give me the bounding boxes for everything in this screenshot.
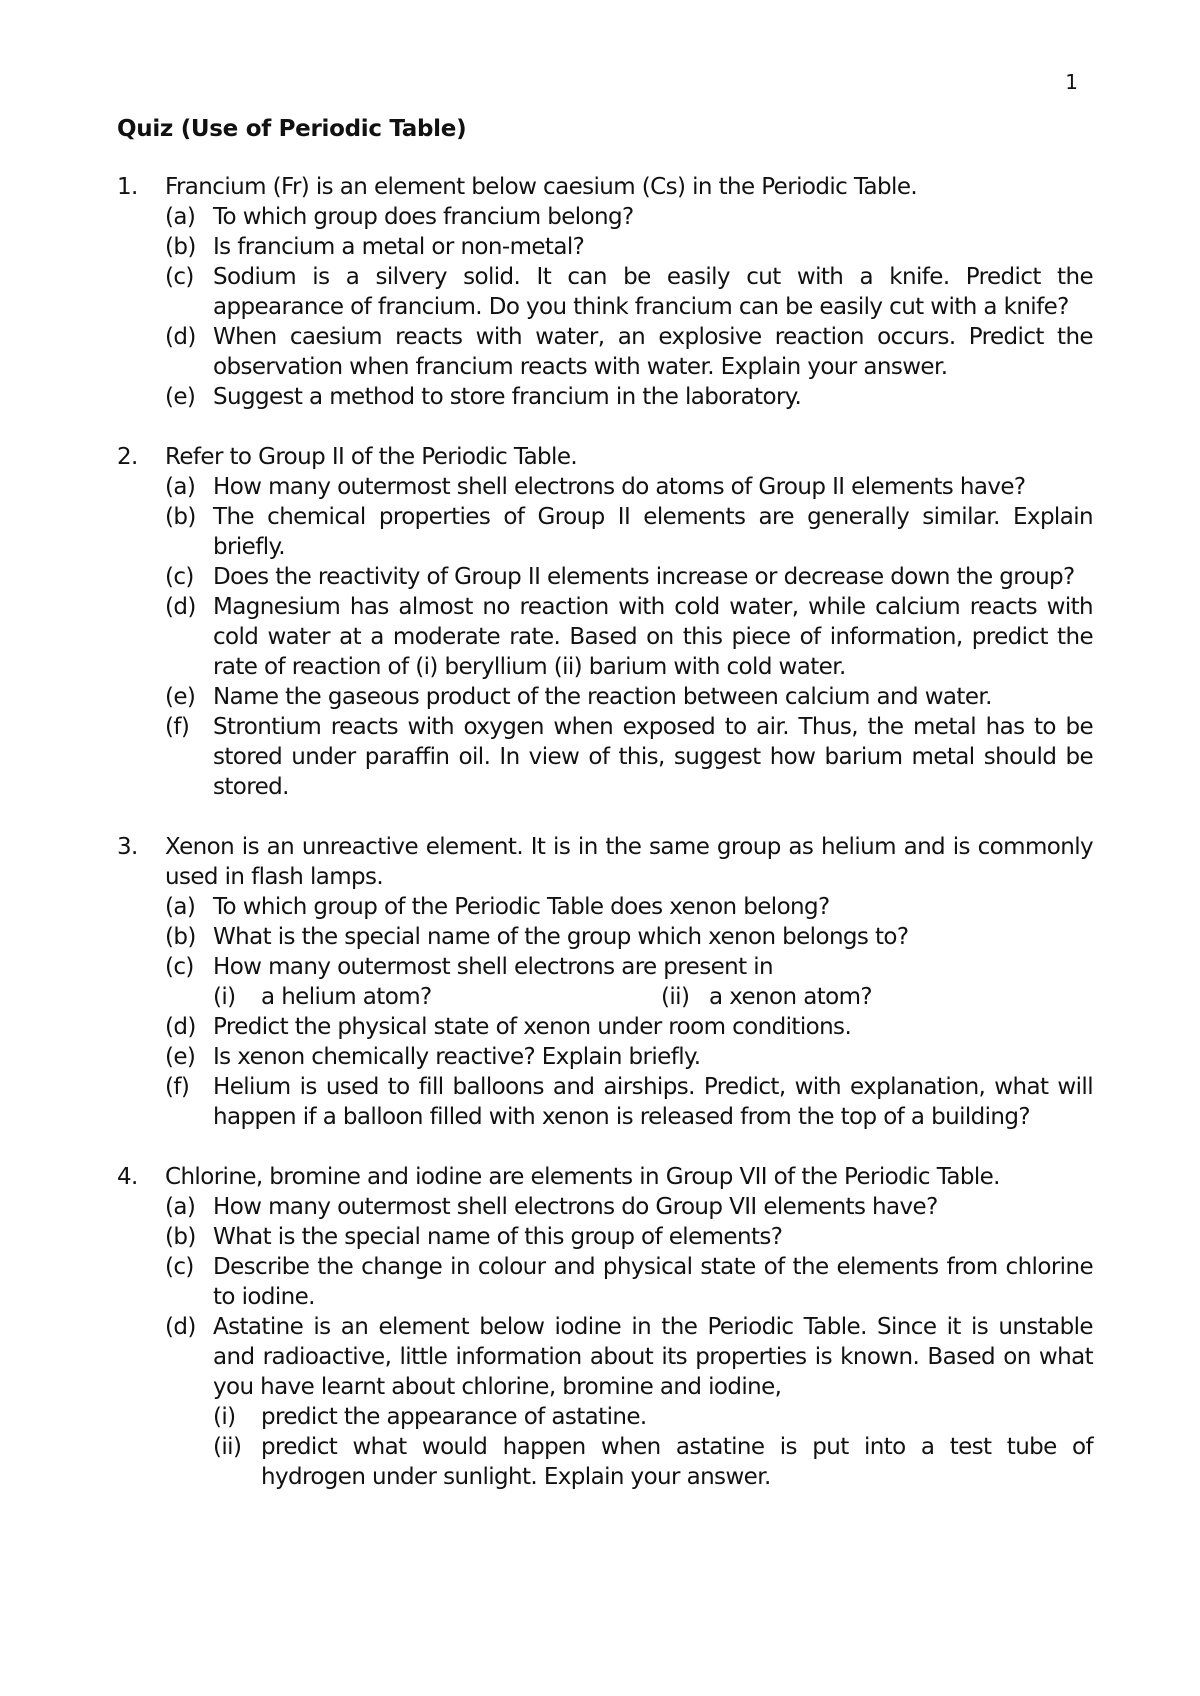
part-label: (c) (165, 954, 194, 980)
question-part (165, 592, 1093, 682)
question-part (165, 1042, 1093, 1072)
part-text: What is the special name of the group which xenon belongs to? (213, 924, 909, 950)
question-part (165, 262, 1093, 322)
question-part (165, 1072, 1093, 1132)
part-label: (d) (165, 324, 196, 350)
part-text: Suggest a method to store francium in the laboratory. (213, 384, 802, 410)
sub-part (213, 982, 661, 1012)
part-text: Magnesium has almost no reaction with cold water, while calcium reacts with cold water at a moderate rate. Based on this piece of information, predict the rate of reaction of (i) beryllium (ii) barium with cold water. (213, 594, 1093, 680)
question-list (117, 172, 1093, 1522)
question-text: Francium (Fr) is an element below caesium (Cs) in the Periodic Table. (165, 174, 918, 200)
part-text: To which group of the Periodic Table does xenon belong? (213, 894, 830, 920)
question-part (165, 322, 1093, 382)
part-text: Sodium is a silvery solid. It can be easily cut with a knife. Predict the appearance of francium. Do you think francium can be easily cut with a knife? (213, 264, 1093, 320)
question-part (165, 202, 1093, 232)
part-text: To which group does francium belong? (213, 204, 634, 230)
question-part (165, 382, 1093, 412)
sub-part-label: (i) (213, 984, 236, 1010)
sub-part (213, 1402, 1093, 1432)
part-label: (c) (165, 264, 194, 290)
part-label: (a) (165, 1194, 196, 1220)
part-label: (c) (165, 564, 194, 590)
sub-part-text: a helium atom? (261, 984, 432, 1010)
question-part (165, 232, 1093, 262)
page-title: Quiz (Use of Periodic Table) (117, 116, 467, 142)
question-part (165, 562, 1093, 592)
part-label: (f) (165, 1074, 190, 1100)
question-part (165, 1012, 1093, 1042)
question-part (165, 952, 1093, 1012)
part-label: (b) (165, 1224, 196, 1250)
part-label: (d) (165, 1014, 196, 1040)
part-text: The chemical properties of Group II elements are generally similar. Explain briefly. (213, 504, 1093, 560)
part-label: (a) (165, 204, 196, 230)
sub-part-row (213, 982, 1093, 1012)
part-label: (b) (165, 234, 196, 260)
part-label: (e) (165, 384, 196, 410)
question-part (165, 892, 1093, 922)
question-part (165, 712, 1093, 802)
sub-part-label: (i) (213, 1404, 236, 1430)
part-text: How many outermost shell electrons do Group VII elements have? (213, 1194, 938, 1220)
sub-part-label: (ii) (213, 1434, 242, 1460)
sub-part-label: (ii) (661, 984, 690, 1010)
sub-part (661, 982, 872, 1012)
question-part (165, 1222, 1093, 1252)
page-number: 1 (1065, 70, 1078, 94)
question-part (165, 682, 1093, 712)
question-4 (117, 1162, 1093, 1492)
question-part (165, 1192, 1093, 1222)
question-2 (117, 442, 1093, 802)
question-number: 1. (117, 174, 138, 200)
sub-part-text: predict the appearance of astatine. (261, 1404, 647, 1430)
part-text: Is francium a metal or non-metal? (213, 234, 585, 260)
question-number: 4. (117, 1164, 138, 1190)
part-label: (d) (165, 1314, 196, 1340)
part-text: Helium is used to fill balloons and airships. Predict, with explanation, what will happen if a balloon filled with xenon is released from the top of a building? (213, 1074, 1093, 1130)
part-text: Predict the physical state of xenon under room conditions. (213, 1014, 852, 1040)
part-text: Describe the change in colour and physical state of the elements from chlorine to iodine. (213, 1254, 1093, 1310)
question-part (165, 922, 1093, 952)
part-text: How many outermost shell electrons are present in (213, 954, 774, 980)
question-part (165, 502, 1093, 562)
part-label: (e) (165, 1044, 196, 1070)
part-label: (c) (165, 1254, 194, 1280)
part-text: How many outermost shell electrons do atoms of Group II elements have? (213, 474, 1026, 500)
sub-part-list (213, 1402, 1093, 1492)
part-label: (b) (165, 504, 196, 530)
part-text: Astatine is an element below iodine in the Periodic Table. Since it is unstable and radioactive, little information about its properties is known. Based on what you have learnt about chlorine, bromine and iodine, (213, 1314, 1093, 1400)
part-text: Does the reactivity of Group II elements increase or decrease down the group? (213, 564, 1075, 590)
question-part (165, 1312, 1093, 1492)
question-number: 2. (117, 444, 138, 470)
question-text: Chlorine, bromine and iodine are elements in Group VII of the Periodic Table. (165, 1164, 1000, 1190)
part-label: (b) (165, 924, 196, 950)
question-1 (117, 172, 1093, 412)
part-text: What is the special name of this group of elements? (213, 1224, 783, 1250)
part-text: Name the gaseous product of the reaction between calcium and water. (213, 684, 992, 710)
part-label: (d) (165, 594, 196, 620)
question-text: Refer to Group II of the Periodic Table. (165, 444, 578, 470)
question-part (165, 472, 1093, 502)
part-text: Is xenon chemically reactive? Explain briefly. (213, 1044, 701, 1070)
part-label: (f) (165, 714, 190, 740)
part-label: (e) (165, 684, 196, 710)
part-text: Strontium reacts with oxygen when exposed to air. Thus, the metal has to be stored under paraffin oil. In view of this, suggest how barium metal should be stored. (213, 714, 1093, 800)
question-number: 3. (117, 834, 138, 860)
sub-part-text: predict what would happen when astatine is put into a test tube of hydrogen under sunlight. Explain your answer. (261, 1434, 1093, 1490)
part-text: When caesium reacts with water, an explosive reaction occurs. Predict the observation when francium reacts with water. Explain your answer. (213, 324, 1093, 380)
sub-part (213, 1432, 1093, 1492)
part-label: (a) (165, 474, 196, 500)
question-text: Xenon is an unreactive element. It is in the same group as helium and is commonly used in flash lamps. (165, 834, 1093, 890)
question-3 (117, 832, 1093, 1132)
part-label: (a) (165, 894, 196, 920)
question-part (165, 1252, 1093, 1312)
sub-part-text: a xenon atom? (709, 984, 872, 1010)
